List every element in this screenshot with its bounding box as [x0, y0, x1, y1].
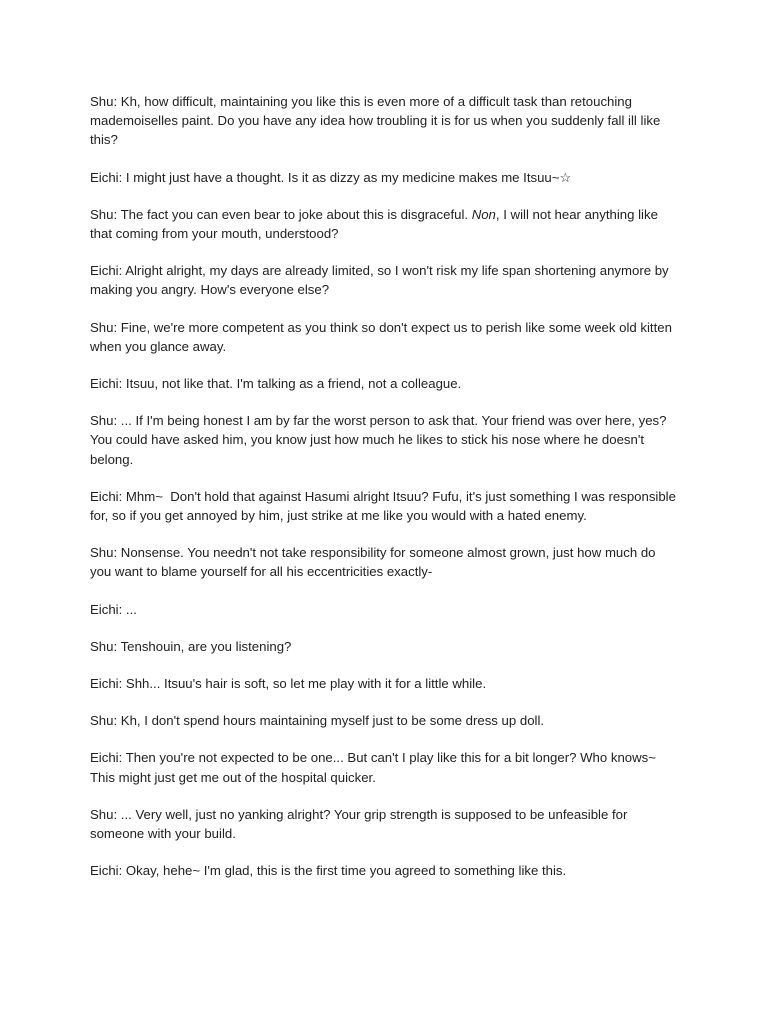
speaker-name: Shu [90, 413, 114, 429]
dialogue-text: Mhm~ Don't hold that against Hasumi alright Itsuu? Fufu, it's just something I was responsible for, so if you get annoyed by him, just strike at me like you would with a hated enemy. [90, 488, 680, 524]
dialogue-line: Eichi: Itsuu, not like that. I'm talking as a friend, not a colleague. [90, 376, 462, 392]
speaker-name: Eichi [90, 169, 119, 185]
dialogue-line: Shu: Kh, how difficult, maintaining you like this is even more of a difficult task than retouching mademoiselles paint. Do you have any idea how troubling it is for us when you suddenly fall ill like this? [90, 94, 664, 148]
speaker-name: Shu [90, 319, 114, 335]
dialogue-text: Alright alright, my days are already limited, so I won't risk my life span shortening anymore by making you angry. How's everyone else? [90, 263, 673, 298]
dialogue-text: Kh, I don't spend hours maintaining myself just to be some dress up doll. [120, 713, 545, 729]
dialogue-text: , I will not hear anything like that coming from your mouth, understood? [90, 206, 662, 242]
speaker-name: Eichi [90, 376, 119, 392]
dialogue-text: Itsuu, not like that. I'm talking as a friend, not a colleague. [125, 376, 462, 392]
speaker-name: Shu [90, 545, 114, 561]
speaker-name: Eichi [90, 863, 119, 879]
speaker-name: Shu [90, 713, 114, 729]
dialogue-line: Eichi: ... [90, 601, 137, 617]
dialogue-emphasis: Non [471, 206, 496, 222]
dialogue-line: Shu: Kh, I don't spend hours maintaining myself just to be some dress up doll. [90, 713, 545, 729]
speaker-name: Eichi [90, 601, 119, 617]
dialogue-text: Kh, how difficult, maintaining you like this is even more of a difficult task than retouching mademoiselles paint. Do you have any idea how troubling it is for us when you suddenly fall ill like this? [90, 94, 664, 148]
dialogue-line: Shu: ... Very well, just no yanking alright? Your grip strength is supposed to be unfeasible for someone with your build. [90, 806, 632, 842]
dialogue-line: Shu: ... If I'm being honest I am by far the worst person to ask that. Your friend was over here, yes? You could have asked him, you know just how much he likes to stick his nose where he doesn't belong. [90, 413, 670, 467]
dialogue-line: Eichi: Alright alright, my days are already limited, so I won't risk my life span shortening anymore by making you angry. How's everyone else? [90, 263, 673, 298]
speaker-name: Eichi [90, 488, 119, 504]
dialogue-text: Nonsense. You needn't not take responsibility for someone almost grown, just how much do you want to blame yourself for all his eccentricities exactly- [90, 545, 660, 580]
dialogue-line: Eichi: Then you're not expected to be one... But can't I play like this for a bit longer? Who knows~ This might just get me out of the hospital quicker. [90, 750, 660, 785]
dialogue-line: Shu: The fact you can even bear to joke about this is disgraceful. Non, I will not hear anything like that coming from your mouth, understood? [90, 206, 662, 242]
dialogue-line: Eichi: I might just have a thought. Is it as dizzy as my medicine makes me Itsuu~☆ [90, 169, 572, 185]
speaker-name: Eichi [90, 750, 119, 766]
dialogue-text: I might just have a thought. Is it as dizzy as my medicine makes me Itsuu~☆ [125, 169, 572, 185]
dialogue-text: Okay, hehe~ I'm glad, this is the first time you agreed to something like this. [125, 863, 567, 879]
dialogue-text: ... If I'm being honest I am by far the worst person to ask that. Your friend was over here, yes? You could have asked him, you know just how much he likes to stick his nose where he doesn't belong. [90, 413, 670, 467]
speaker-name: Eichi [90, 676, 119, 692]
dialogue-text: Shh... Itsuu's hair is soft, so let me play with it for a little while. [125, 676, 487, 692]
dialogue-line: Shu: Nonsense. You needn't not take responsibility for someone almost grown, just how much do you want to blame yourself for all his eccentricities exactly- [90, 545, 660, 580]
dialogue-line: Shu: Fine, we're more competent as you think so don't expect us to perish like some week old kitten when you glance away. [90, 319, 676, 354]
dialogue-text: ... [125, 601, 137, 617]
dialogue-line: Eichi: Okay, hehe~ I'm glad, this is the first time you agreed to something like this. [90, 863, 567, 879]
speaker-name: Shu [90, 806, 114, 822]
speaker-name: Shu [90, 638, 114, 654]
dialogue-text: Then you're not expected to be one... But can't I play like this for a bit longer? Who knows~ This might just get me out of the hospital quicker. [90, 750, 660, 785]
dialogue-line: Eichi: Mhm~ Don't hold that against Hasumi alright Itsuu? Fufu, it's just something I was responsible for, so if you get annoyed by him, just strike at me like you would with a hated enemy. [90, 488, 680, 524]
speaker-name: Shu [90, 206, 114, 222]
dialogue-text: Tenshouin, are you listening? [120, 638, 292, 654]
dialogue-line: Shu: Tenshouin, are you listening? [90, 638, 292, 654]
document-body [90, 92, 680, 898]
dialogue-line: Eichi: Shh... Itsuu's hair is soft, so let me play with it for a little while. [90, 676, 487, 692]
dialogue-text: The fact you can even bear to joke about this is disgraceful. [120, 206, 472, 222]
dialogue-text: ... Very well, just no yanking alright? Your grip strength is supposed to be unfeasible for someone with your build. [90, 806, 632, 842]
dialogue-text: Fine, we're more competent as you think so don't expect us to perish like some week old kitten when you glance away. [90, 319, 676, 354]
speaker-name: Eichi [90, 263, 119, 279]
speaker-name: Shu [90, 94, 114, 109]
